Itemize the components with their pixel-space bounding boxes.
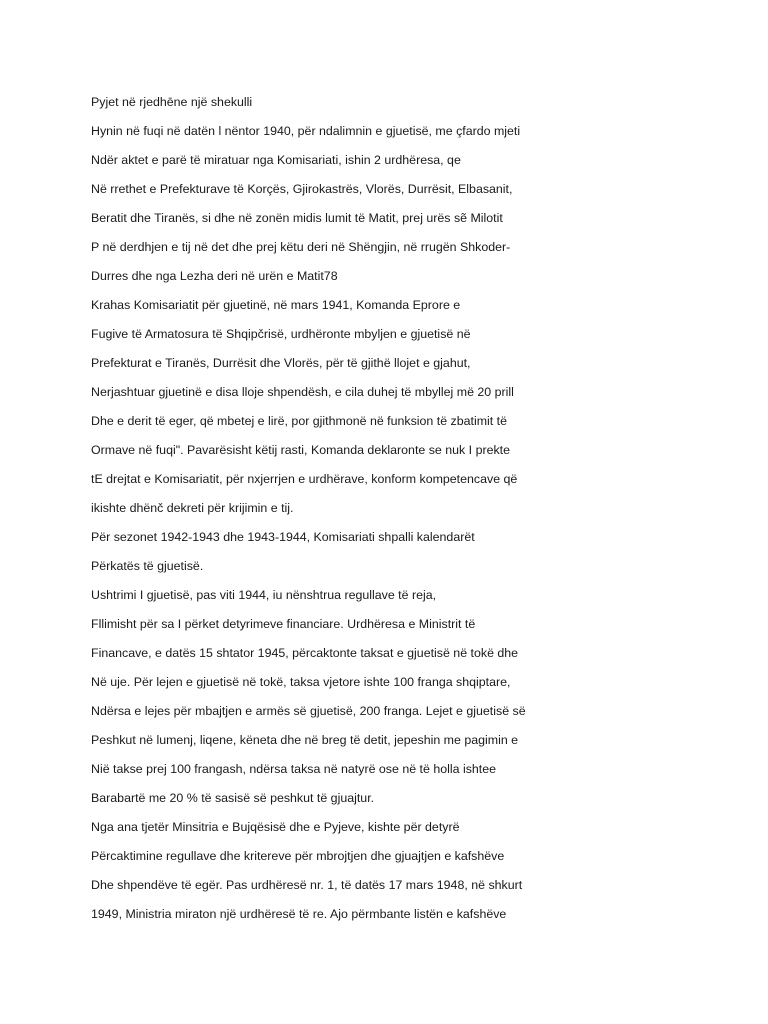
text-line: Fllimisht për sa I përket detyrimeve financiare. Urdhëresa e Ministrit të — [91, 617, 476, 631]
text-line: Financave, e datës 15 shtator 1945, përcaktonte taksat e gjuetisë në tokë dhe — [91, 646, 519, 660]
text-line: Përkatës të gjuetisë. — [91, 559, 204, 573]
document-body — [91, 92, 731, 933]
text-line: ikishte dhënč dekreti për krijimin e tij. — [91, 501, 294, 515]
text-line: Përcaktimine regullave dhe kritereve për mbrojtjen dhe gjuajtjen e kafshëve — [91, 849, 505, 863]
text-line: Nië takse prej 100 frangash, ndërsa taksa në natyrë ose në të holla ishtee — [91, 762, 497, 776]
text-line: Në rrethet e Prefekturave të Korçës, Gjirokastrës, Vlorës, Durrësit, Elbasanit, — [91, 182, 513, 196]
text-line: Krahas Komisariatit për gjuetinë, në mars 1941, Komanda Eprore e — [91, 298, 461, 312]
text-line: 1949, Ministria miraton një urdhëresë të re. Ajo përmbante listën e kafshëve — [91, 907, 507, 921]
text-line: Ndër aktet e parë të miratuar nga Komisariati, ishin 2 urdhëresa, qe — [91, 153, 461, 167]
text-line: Pyjet në rjedhēne një shekulli — [91, 95, 253, 109]
text-line: Durres dhe nga Lezha deri në urën e Matit78 — [91, 269, 338, 283]
text-line: P në derdhjen e tij në det dhe prej këtu deri në Shëngjin, në rrugën Shkoder- — [91, 240, 511, 254]
text-line: Prefekturat e Tiranës, Durrësit dhe Vlorës, për të gjithë llojet e gjahut, — [91, 356, 471, 370]
text-line: Barabartë me 20 % të sasisë së peshkut të gjuajtur. — [91, 791, 375, 805]
text-line: Ormave në fuqi". Pavarësisht këtij rasti, Komanda deklaronte se nuk I prekte — [91, 443, 511, 457]
text-line: tE drejtat e Komisariatit, për nxjerrjen e urdhërave, konform kompetencave që — [91, 472, 518, 486]
text-line: Për sezonet 1942-1943 dhe 1943-1944, Komisariati shpalli kalendarët — [91, 530, 475, 544]
text-line: Hynin në fuqi në datën l nëntor 1940, për ndalimnin e gjuetisë, me çfardo mjeti — [91, 124, 521, 138]
text-line: Beratit dhe Tiranës, si dhe në zonën midis lumit të Matit, prej urës sẽ Milotit — [91, 211, 503, 225]
text-line: Fugive të Armatosura të Shqipčrisë, urdhëronte mbyljen e gjuetisë në — [91, 327, 471, 341]
text-line: Ndërsa e lejes për mbajtjen e armës së gjuetisë, 200 franga. Lejet e gjuetisë së — [91, 704, 526, 718]
text-line: Në uje. Për lejen e gjuetisë në tokë, taksa vjetore ishte 100 franga shqiptare, — [91, 675, 511, 689]
text-line: Nerjashtuar gjuetinë e disa lloje shpendësh, e cila duhej të mbyllej më 20 prill — [91, 385, 514, 399]
text-line: Ushtrimi I gjuetisë, pas viti 1944, iu nënshtrua regullave të reja, — [91, 588, 437, 602]
text-line: Peshkut në lumenj, liqene, këneta dhe në breg të detit, jepeshin me pagimin e — [91, 733, 519, 747]
text-line: Dhe e derit të eger, që mbetej e lirë, por gjithmonë në funksion të zbatimit të — [91, 414, 508, 428]
text-line: Dhe shpendëve të egër. Pas urdhëresë nr. 1, të datës 17 mars 1948, në shkurt — [91, 878, 523, 892]
text-line: Nga ana tjetër Minsitria e Bujqësisë dhe e Pyjeve, kishte për detyrë — [91, 820, 460, 834]
